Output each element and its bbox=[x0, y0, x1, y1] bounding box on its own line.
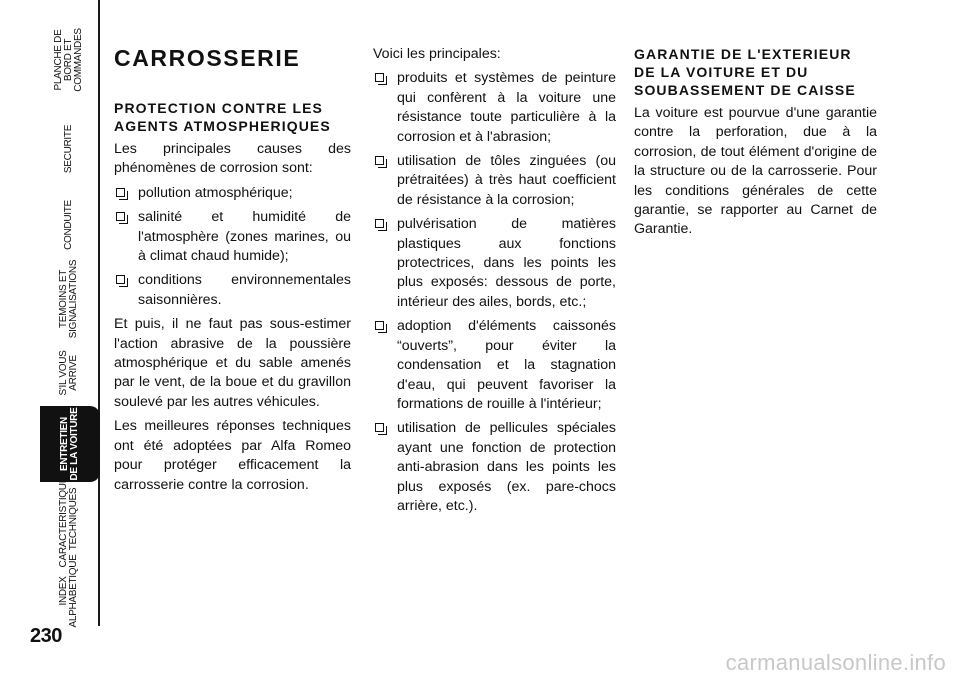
paragraph: La voiture est pourvue d'une garantie contre la perforation, due à la corrosion, de tout élément d'origine de la structure ou de la carrosserie. Pour les conditions générales de cette garantie, se rapporter au Carnet de Garantie. bbox=[634, 105, 877, 238]
list-item bbox=[373, 215, 616, 312]
list-item bbox=[114, 271, 351, 310]
page-number: 230 bbox=[30, 625, 62, 647]
list-item bbox=[373, 152, 616, 210]
list-item bbox=[114, 208, 351, 266]
checkbox-bullet-icon bbox=[116, 275, 125, 284]
tab-label: TEMOINS ET SIGNALISATIONS bbox=[58, 259, 79, 339]
list-item-text: utilisation de tôles zinguées (ou prétraitées) à très haut coefficient de résistance à la corrosion; bbox=[397, 153, 616, 208]
list-item-text: salinité et humidité de l'atmosphère (zones marines, ou à climat chaud humide); bbox=[138, 209, 351, 265]
tab-securite[interactable] bbox=[40, 112, 100, 186]
paragraph: Et puis, il ne faut pas sous-estimer l'action abrasive de la poussière atmosphérique et du sable amenés par le vent, de la boue et du gravillon soulevé par les autres véhicules. bbox=[114, 316, 351, 410]
list-item bbox=[373, 317, 616, 414]
list-item-text: pulvérisation de matières plastiques aux fonctions protectrices, dans les points les plus exposés: dessous de porte, intérieur des ailes, bords, etc.; bbox=[397, 216, 616, 310]
checkbox-bullet-icon bbox=[116, 188, 125, 197]
checkbox-bullet-icon bbox=[375, 423, 384, 432]
list-item-text: conditions environnementales saisonnières. bbox=[138, 272, 351, 308]
checkbox-bullet-icon bbox=[116, 212, 125, 221]
checkbox-bullet-icon bbox=[375, 219, 384, 228]
checkbox-bullet-icon bbox=[375, 321, 384, 330]
section-heading: GARANTIE DE L'EXTERIEUR DE LA VOITURE ET DU SOUBASSEMENT DE CAISSE bbox=[634, 46, 856, 98]
paragraph: Voici les principales: bbox=[373, 46, 501, 62]
checkbox-bullet-icon bbox=[375, 73, 384, 82]
bullet-list bbox=[373, 69, 616, 516]
list-item bbox=[373, 419, 616, 516]
tab-label: PLANCHE DE BORD ET COMMANDES bbox=[53, 28, 84, 92]
chapter-index bbox=[0, 0, 100, 692]
tab-label: CONDUITE bbox=[63, 200, 74, 250]
tab-sil-vous-arrive[interactable] bbox=[40, 336, 100, 410]
tab-planche-de-bord[interactable] bbox=[40, 18, 100, 102]
watermark: carmanualsonline.info bbox=[725, 650, 946, 675]
column-3 bbox=[634, 45, 877, 245]
column-2 bbox=[373, 45, 616, 521]
list-item bbox=[114, 184, 351, 203]
list-item-text: produits et systèmes de peinture qui confèrent à la voiture une résistance toute particulière à la corrosion et à l'abrasion; bbox=[397, 70, 616, 145]
tab-label: INDEX ALPHABETIQUE bbox=[58, 554, 79, 628]
tab-caracteristiques[interactable] bbox=[40, 470, 100, 568]
paragraph: Les meilleures réponses techniques ont été adoptées par Alfa Romeo pour protéger efficacement la carrosserie contre la corrosion. bbox=[114, 418, 351, 493]
list-item bbox=[373, 69, 616, 147]
paragraph: Les principales causes des phénomènes de corrosion sont: bbox=[114, 141, 351, 177]
tab-index-alphabetique[interactable] bbox=[40, 556, 100, 626]
tab-label: ENTRETIEN DE LA VOITURE bbox=[59, 407, 80, 481]
list-item-text: adoption d'éléments caissonés “ouverts”, pour éviter la condensation et la stagnation d'eau, qui peuvent favoriser la formations de rouille à l'intérieur; bbox=[397, 318, 616, 412]
tab-label: S'IL VOUS ARRIVE bbox=[58, 350, 79, 396]
tab-label: CARACTERISTIQUES TECHNIQUES bbox=[58, 470, 79, 568]
column-1 bbox=[114, 45, 351, 500]
checkbox-bullet-icon bbox=[375, 156, 384, 165]
tab-conduite[interactable] bbox=[40, 188, 100, 262]
section-heading: PROTECTION CONTRE LES AGENTS ATMOSPHERIQUES bbox=[114, 100, 331, 134]
tab-temoins[interactable] bbox=[40, 259, 100, 339]
list-item-text: utilisation de pellicules spéciales ayant une fonction de protection anti-abrasion dans les points les plus exposés (ex. pare-chocs arrière, etc.). bbox=[397, 420, 616, 514]
page-title: CARROSSERIE bbox=[114, 45, 301, 71]
list-item-text: pollution atmosphérique; bbox=[138, 184, 293, 201]
tab-label: SECURITE bbox=[63, 124, 74, 174]
bullet-list bbox=[114, 184, 351, 310]
